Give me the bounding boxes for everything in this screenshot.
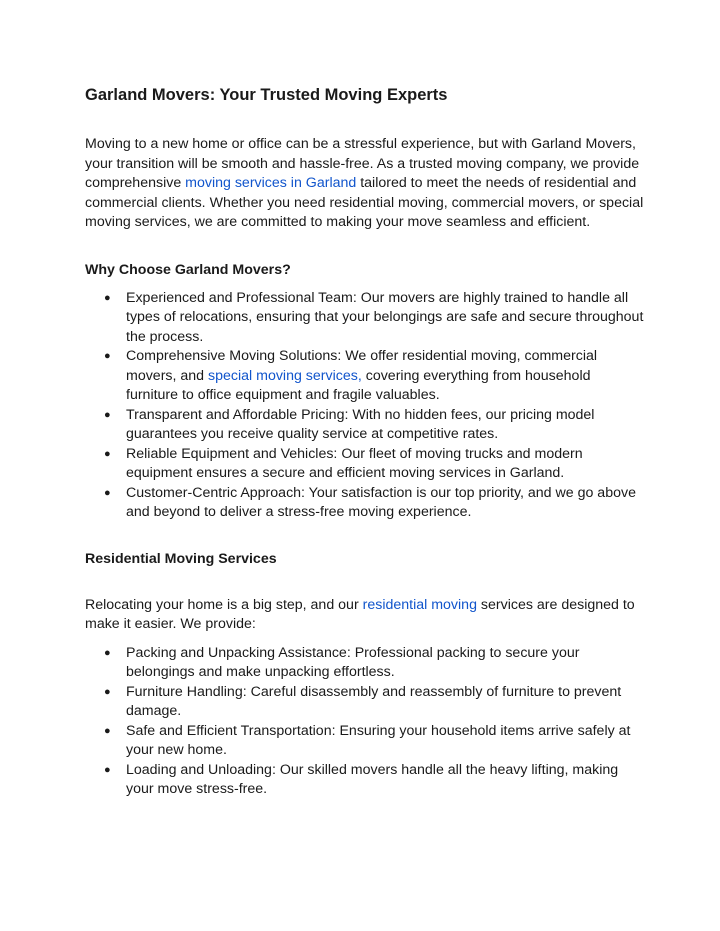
why-choose-heading: Why Choose Garland Movers?	[85, 261, 291, 278]
document-title: Garland Movers: Your Trusted Moving Experts	[85, 86, 448, 104]
bullet-icon: ●	[104, 447, 111, 460]
list-item-text-before: Comprehensive Moving Solutions: We offer residential moving, commercial movers, and	[126, 348, 598, 384]
list-item	[85, 722, 645, 761]
residential-intro-paragraph	[85, 596, 645, 635]
document-page	[85, 84, 645, 800]
list-item-text: Customer-Centric Approach: Your satisfaction is our top priority, and we go above and beyond to deliver a stress-free moving experience.	[126, 484, 636, 520]
why-choose-list	[85, 289, 645, 523]
list-item-text: Transparent and Affordable Pricing: With no hidden fees, our pricing model guarantees you receive quality service at competitive rates.	[126, 406, 595, 442]
special-moving-services-link[interactable]: special moving services,	[208, 367, 362, 384]
list-item-text: Reliable Equipment and Vehicles: Our fleet of moving trucks and modern equipment ensures a secure and efficient moving services in Garland.	[126, 445, 583, 481]
moving-services-link[interactable]: moving services in Garland	[185, 175, 357, 191]
list-item-text: Loading and Unloading: Our skilled movers handle all the heavy lifting, making your move stress-free.	[126, 761, 619, 797]
bullet-icon: ●	[104, 724, 111, 737]
list-item	[85, 644, 645, 683]
intro-text-before: Moving to a new home or office can be a stressful experience, but with Garland Movers, your transition will be smooth and hassle-free. As a trusted moving company, we provide comprehensive	[85, 136, 640, 191]
bullet-icon: ●	[104, 350, 111, 362]
bullet-icon: ●	[104, 291, 111, 304]
list-item-text: Experienced and Professional Team: Our movers are highly trained to handle all types of relocations, ensuring that your belongings are safe and secure throughout the process.	[126, 289, 644, 345]
list-item-text: Packing and Unpacking Assistance: Professional packing to secure your belongings and make unpacking effortless.	[126, 644, 580, 680]
list-item	[85, 347, 645, 406]
residential-text-after: services are designed to make it easier. We provide:	[85, 596, 635, 632]
list-item	[85, 484, 645, 523]
list-item-text: Safe and Efficient Transportation: Ensuring your household items arrive safely at your new home.	[126, 722, 631, 758]
residential-moving-link[interactable]: residential moving	[362, 596, 477, 613]
list-item	[85, 406, 645, 445]
list-item	[85, 289, 645, 348]
bullet-icon: ●	[104, 763, 111, 776]
list-item	[85, 683, 645, 722]
list-item-text-after: covering everything from household furniture to office equipment and fragile valuables.	[126, 367, 591, 403]
intro-text-after: tailored to meet the needs of residential and commercial clients. Whether you need residential moving, commercial movers, or special moving services, we are committed to making your move seamless and efficient.	[85, 175, 644, 230]
residential-services-list	[85, 644, 645, 800]
bullet-icon: ●	[104, 646, 111, 659]
bullet-icon: ●	[104, 486, 111, 499]
list-item	[85, 445, 645, 484]
list-item	[85, 761, 645, 800]
bullet-icon: ●	[104, 408, 111, 421]
list-item-text: Furniture Handling: Careful disassembly and reassembly of furniture to prevent damage.	[126, 683, 622, 719]
residential-text-before: Relocating your home is a big step, and our	[85, 596, 363, 613]
intro-paragraph	[85, 135, 645, 233]
residential-heading: Residential Moving Services	[85, 550, 277, 567]
bullet-icon: ●	[104, 685, 111, 698]
